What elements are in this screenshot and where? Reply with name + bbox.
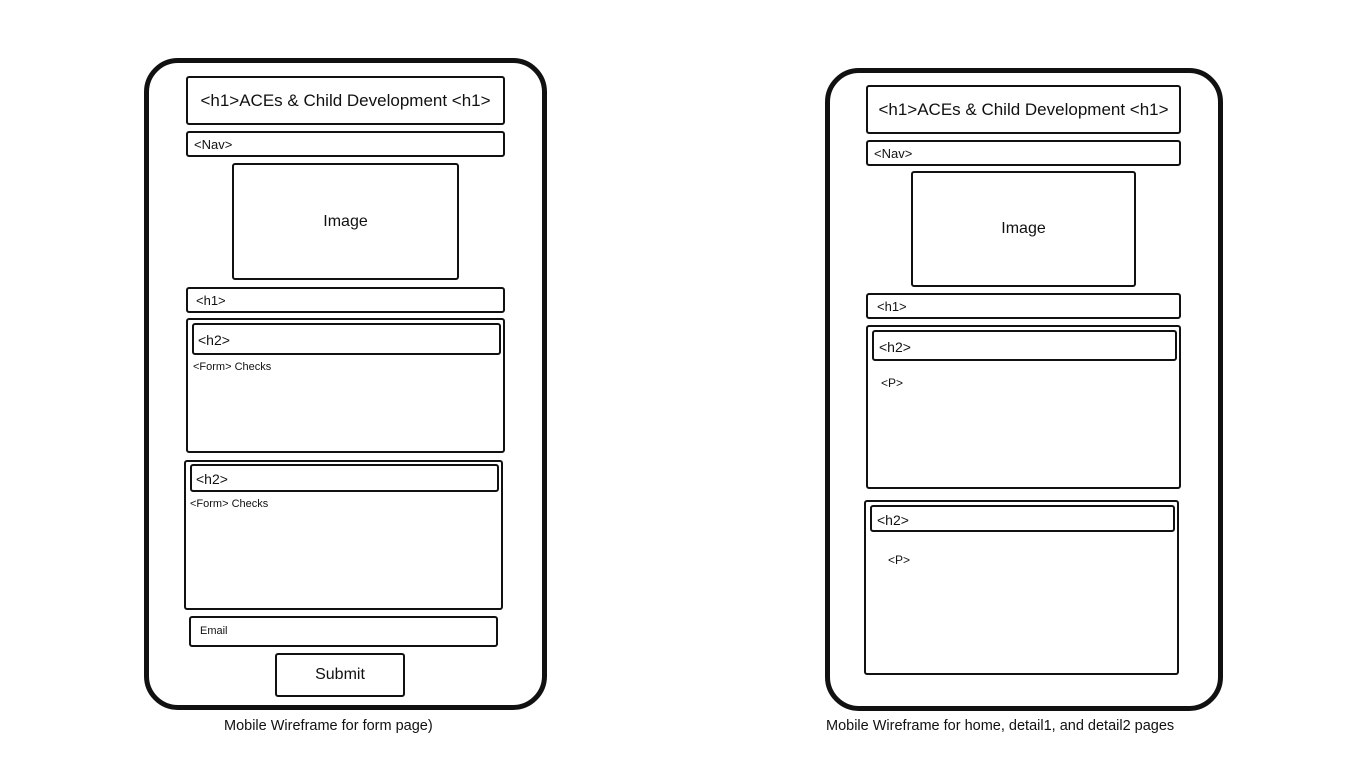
form-page-section1-content: <Form> Checks	[193, 361, 272, 373]
form-page-nav-text: <Nav>	[194, 137, 233, 152]
content-page-header-text: <h1>ACEs & Child Development <h1>	[878, 99, 1169, 119]
content-page-caption: Mobile Wireframe for home, detail1, and detail2 pages	[826, 718, 1175, 734]
content-page-section1-box	[866, 325, 1181, 489]
content-page-h1-text: <h1>	[877, 299, 907, 314]
content-page-nav-text: <Nav>	[874, 146, 913, 161]
content-page-section2-heading-box	[870, 505, 1175, 532]
form-page-nav-box	[186, 131, 505, 157]
form-page-caption: Mobile Wireframe for form page)	[224, 718, 433, 734]
email-field[interactable]	[189, 616, 498, 647]
form-page-h1-box	[186, 287, 505, 313]
form-page-header-box	[186, 76, 505, 125]
form-page-section1-heading: <h2>	[198, 332, 230, 348]
form-page-h1-text: <h1>	[196, 293, 226, 308]
form-page-section1-heading-box	[192, 323, 501, 355]
form-page-header-text: <h1>ACEs & Child Development <h1>	[200, 90, 491, 110]
form-page-section2-heading-box	[190, 464, 499, 492]
form-page-section2-heading: <h2>	[196, 471, 228, 487]
content-page-section1-heading-box	[872, 330, 1177, 361]
form-page-image-box	[232, 163, 459, 280]
content-page-header-box	[866, 85, 1181, 134]
content-page-h1-box	[866, 293, 1181, 319]
content-page-nav-box	[866, 140, 1181, 166]
form-page-section2-content: <Form> Checks	[190, 498, 269, 510]
submit-button[interactable]	[275, 653, 405, 697]
form-page-section2-box	[184, 460, 503, 610]
content-page-section1-paragraph: <P>	[881, 376, 904, 390]
content-page-section2-box	[864, 500, 1179, 675]
content-page-section1-heading: <h2>	[879, 339, 911, 355]
email-field-label: Email	[200, 625, 228, 637]
form-page-image-label: Image	[323, 212, 368, 230]
content-page-section2-paragraph: <P>	[888, 553, 911, 567]
submit-button-label: Submit	[315, 666, 365, 683]
content-page-section2-heading: <h2>	[877, 512, 909, 528]
content-page-image-box	[911, 171, 1136, 287]
form-page-section1-box	[186, 318, 505, 453]
content-page-image-label: Image	[1001, 220, 1046, 237]
